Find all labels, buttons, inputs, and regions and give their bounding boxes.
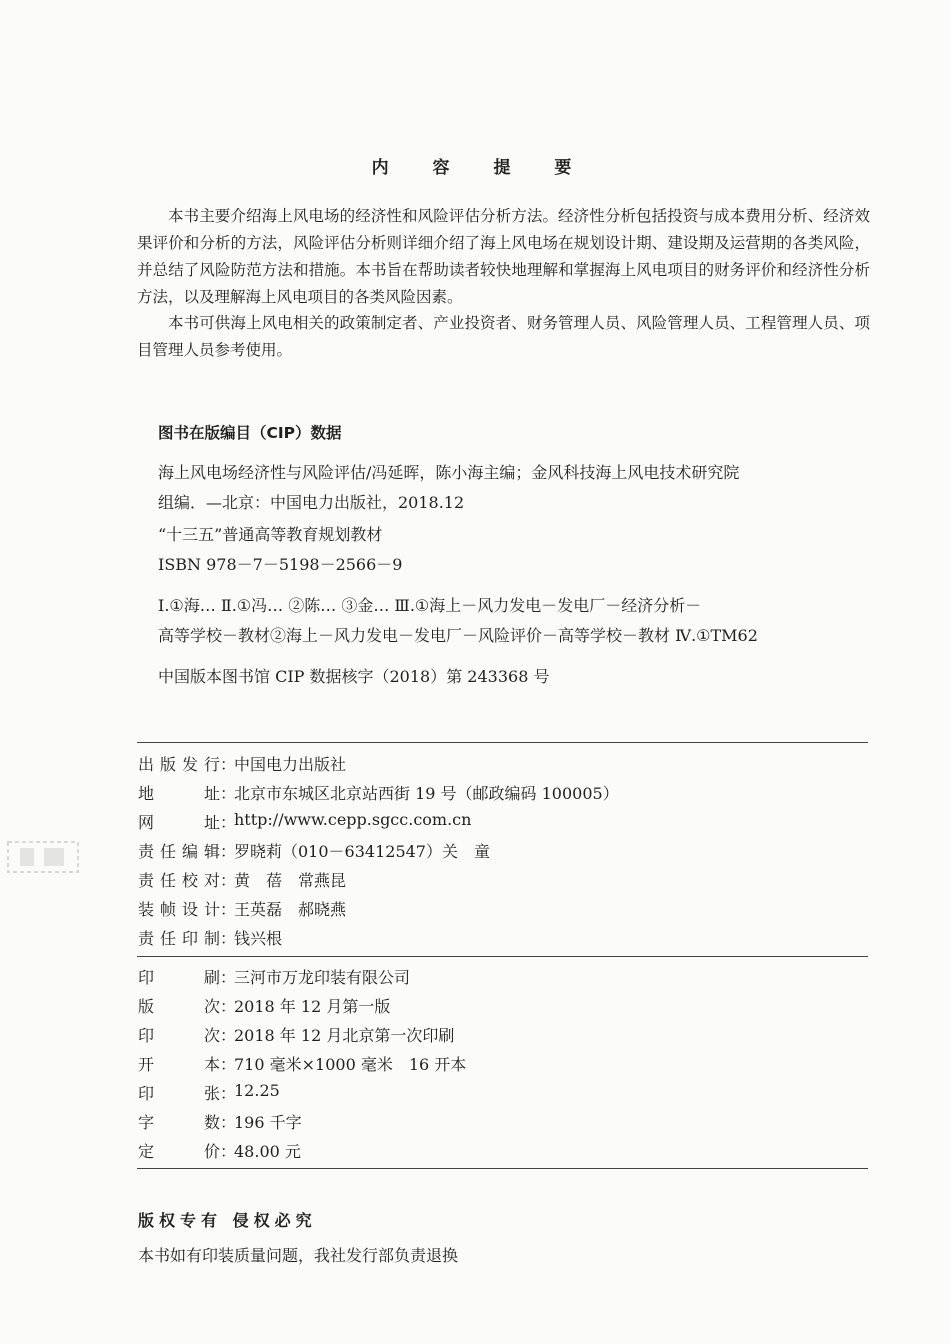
printing-label: 印刷 [138,968,220,987]
publication-row: 责任校对 ： 黄 蓓 常燕昆 [138,868,346,891]
scan-smudge [0,832,90,884]
printing-label: 印张 [138,1084,220,1103]
printing-row: 印张 ： 12.25 [138,1081,280,1103]
printing-label: 开本 [138,1055,220,1074]
publication-label: 网址 [138,813,220,832]
publication-label: 地址 [138,784,220,803]
printing-row: 字数 ： 196 千字 [138,1110,302,1133]
divider [137,1168,868,1169]
cip-line: 高等学校－教材②海上－风力发电－发电厂－风险评价－高等学校－教材 Ⅳ.①TM62 [158,626,758,645]
printing-label: 字数 [138,1113,220,1132]
publication-label: 出版发行 [138,755,220,774]
publication-value: 中国电力出版社 [234,755,347,774]
publication-value: 黄 蓓 常燕昆 [234,871,347,890]
publication-label: 责任校对 [138,871,220,890]
copyright-notice: 版权专有 侵权必究 [138,1211,317,1230]
summary-title: 内 容 提 要 [371,158,591,178]
printing-label: 印次 [138,1026,220,1045]
publication-value: 王英磊 郝晓燕 [234,900,347,919]
publication-row: 地址 ： 北京市东城区北京站西街 19 号（邮政编码 100005） [138,781,619,804]
cip-line: Ⅰ.①海… Ⅱ.①冯… ②陈… ③金… Ⅲ.①海上－风力发电－发电厂－经济分析－ [158,596,702,615]
publication-website: http://www.cepp.sgcc.com.cn [234,810,472,829]
publication-value: 钱兴根 [234,929,283,948]
publication-value: 北京市东城区北京站西街 19 号（邮政编码 100005） [234,784,619,803]
printing-value: 12.25 [234,1081,280,1100]
publication-row: 出版发行 ： 中国电力出版社 [138,752,346,775]
return-policy-note: 本书如有印装质量问题，我社发行部负责退换 [138,1246,459,1265]
publication-label: 责任印制 [138,929,220,948]
printing-row: 开本 ： 710 毫米×1000 毫米 16 开本 [138,1052,466,1075]
publication-label: 装帧设计 [138,900,220,919]
printing-label: 定价 [138,1142,220,1161]
printing-value: 2018 年 12 月第一版 [234,997,391,1016]
publication-row: 责任印制 ： 钱兴根 [138,926,282,949]
price-value: 48.00 元 [234,1142,301,1161]
publication-row: 网址 ： http://www.cepp.sgcc.com.cn [138,810,472,832]
divider [137,742,868,743]
cip-heading: 图书在版编目（CIP）数据 [158,424,342,442]
summary-paragraph-1: 本书主要介绍海上风电场的经济性和风险评估分析方法。经济性分析包括投资与成本费用分析、经济效果评价和分析的方法，风险评估分析则详细介绍了海上风电场在规划设计期、建设期及运营期的各类风险，并总结了风险防范方法和措施。本书旨在帮助读者较快地理解和掌握海上风电项目的财务评价和经济性分析方法，以及理解海上风电项目的各类风险因素。 [137,207,870,306]
publication-row: 责任编辑 ： 罗晓莉（010－63412547）关 童 [138,839,490,862]
printing-row: 定价 ： 48.00 元 [138,1139,301,1162]
publication-row: 装帧设计 ： 王英磊 郝晓燕 [138,897,346,920]
printing-label: 版次 [138,997,220,1016]
divider [137,956,868,957]
printing-value: 196 千字 [234,1113,302,1132]
cip-line: “十三五”普通高等教育规划教材 [158,525,383,544]
cip-line: 组编．—北京：中国电力出版社，2018.12 [158,493,465,512]
summary-paragraph-2: 本书可供海上风电相关的政策制定者、产业投资者、财务管理人员、风险管理人员、工程管理人员、项目管理人员参考使用。 [137,314,870,359]
cip-line: 海上风电场经济性与风险评估/冯延晖，陈小海主编；金风科技海上风电技术研究院 [158,463,740,482]
cip-isbn: ISBN 978－7－5198－2566－9 [158,555,403,574]
printing-row: 印刷 ： 三河市万龙印装有限公司 [138,965,410,988]
publication-label: 责任编辑 [138,842,220,861]
publication-value: 罗晓莉（010－63412547）关 童 [234,842,490,861]
printing-value: 710 毫米×1000 毫米 16 开本 [234,1055,467,1074]
printing-row: 印次 ： 2018 年 12 月北京第一次印刷 [138,1023,454,1046]
printing-value: 2018 年 12 月北京第一次印刷 [234,1026,455,1045]
printing-row: 版次 ： 2018 年 12 月第一版 [138,994,390,1017]
printing-value: 三河市万龙印装有限公司 [234,968,411,987]
cip-catalog-number: 中国版本图书馆 CIP 数据核字（2018）第 243368 号 [158,667,550,686]
